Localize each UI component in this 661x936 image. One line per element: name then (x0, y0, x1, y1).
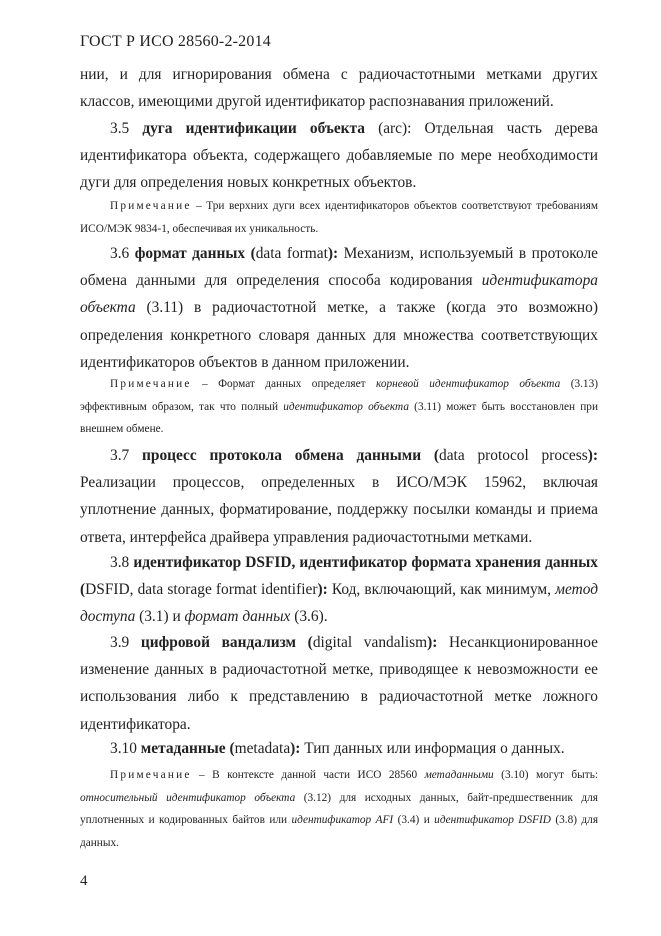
bracket-close: ): (587, 447, 598, 464)
definition-text: (3.1) и (135, 608, 185, 626)
note-text: – В контексте данной части ИСО 28560 (191, 769, 425, 781)
bracket-close: ): (427, 634, 438, 651)
bracket-close: ): (290, 740, 301, 757)
definition-3-8 (80, 549, 598, 631)
definition-text: Реализации процессов, определенных в ИСО/МЭК 15962, включая уплотнение данных, форматирование, поддержку посылки команды и приема ответа, интерфейса драйвера управления радиочастотными метками. (80, 474, 598, 546)
page-number: 4 (80, 873, 88, 889)
definition-english-term: data protocol process (439, 447, 588, 464)
definition-text: (3.11) в радиочастотной метке, а также (когда это возможно) определения конкретного словаря данных для множества соответствующих идентификаторов объектов в данном приложении. (80, 299, 598, 371)
bracket-open: ( (296, 634, 313, 651)
cross-reference: метаданными (424, 769, 494, 781)
definition-3-6 (80, 240, 598, 376)
definition-text: Тип данных или информация о данных. (300, 740, 565, 757)
cross-reference: метод доступа (80, 581, 598, 626)
definition-number: 3.7 (110, 447, 130, 464)
bracket-open: ( (80, 581, 86, 599)
definition-text: (3.6). (290, 608, 328, 626)
document-header: ГОСТ Р ИСО 28560-2-2014 (80, 33, 271, 50)
definition-term: формат данных (134, 245, 246, 262)
definition-english-term: metadata (234, 740, 291, 757)
note-label: Примечание (110, 769, 192, 781)
cross-reference: корневой идентификатор объекта (376, 378, 561, 390)
definition-text: Несанкционированное изменение данных в радиочастотной метке, приводящее к невозможности ее использования либо к представлению в радиочастотной метке ложного идентификатора. (80, 634, 598, 733)
note-text: (3.10) могут быть: (493, 769, 598, 781)
definition-term: цифровой вандализм (140, 634, 297, 651)
cross-reference: идентификатора объекта (80, 272, 598, 317)
bracket-close: ): (317, 581, 328, 599)
cross-reference: формат данных (184, 608, 291, 626)
definition-term: дуга идентификации объекта (142, 120, 365, 137)
bracket-open: ( (245, 245, 256, 262)
definition-text: Механизм, используемый в протоколе обмена данными для определения способа кодирования (80, 245, 598, 290)
definition-term: метаданные (140, 740, 226, 757)
note-label: Примечание (110, 378, 192, 390)
paragraph-text: нии, и для игнорирования обмена с радиочастотными метками других классов, имеющими другой идентификатор распознавания приложений. (80, 66, 598, 111)
bracket-close: ): (327, 245, 339, 262)
definition-number: 3.8 (110, 554, 130, 571)
cross-reference: идентификатор объекта (283, 400, 409, 413)
bracket-open: ( (225, 740, 235, 757)
note-text: (3.11) может быть восстановлен при внешнем обмене. (80, 400, 599, 435)
definition-3-9 (80, 629, 598, 738)
bracket-open: ( (421, 447, 440, 464)
definition-text: Отдельная часть дерева идентификатора объекта, содержащего добавляемые по мере необходимости дуги для определения новых конкретных объектов. (80, 120, 598, 192)
definition-3-7 (80, 442, 598, 551)
note-text: – Формат данных определяет (191, 378, 376, 390)
note-text: – Три верхних дуги всех идентификаторов объектов соответствуют требованиям ИСО/МЭК 9834-1, обеспечивая их уникальность. (80, 200, 598, 235)
note-text: (3.12) для исходных данных, байт-предшественник для уплотненных и кодированных байтов или (80, 791, 599, 826)
note-3-10 (80, 764, 598, 854)
note-3-6 (80, 373, 598, 441)
note-text: (3.8) для данных. (80, 814, 599, 849)
note-label: Примечание (110, 200, 192, 212)
note-text: (3.13) эффективным образом, так что полный (80, 378, 598, 413)
definition-number: 3.9 (110, 634, 130, 651)
definition-term: процесс протокола обмена данными (142, 447, 422, 464)
definition-number: 3.5 (110, 120, 130, 137)
definition-term: идентификатор DSFID, идентификатор формата хранения данных (133, 554, 598, 571)
definition-3-5 (80, 115, 598, 197)
definition-number: 3.6 (110, 245, 130, 262)
definition-number: 3.10 (110, 740, 137, 757)
cross-reference: идентификатор AFI (291, 814, 394, 826)
cross-reference: относительный идентификатор объекта (80, 791, 296, 804)
definition-3-10 (80, 735, 598, 762)
note-3-5 (80, 195, 598, 240)
cross-reference: идентификатор DSFID (434, 814, 551, 826)
note-text: (3.4) и (393, 814, 435, 826)
definition-english-term: data format (255, 245, 328, 262)
definition-english-term: DSFID, data storage format identifier (85, 581, 318, 599)
definition-english-term: (arc): (365, 120, 425, 137)
definition-english-term: digital vandalism (312, 634, 428, 651)
paragraph-continuation (80, 61, 598, 115)
definition-text: Код, включающий, как минимум, (327, 581, 556, 599)
